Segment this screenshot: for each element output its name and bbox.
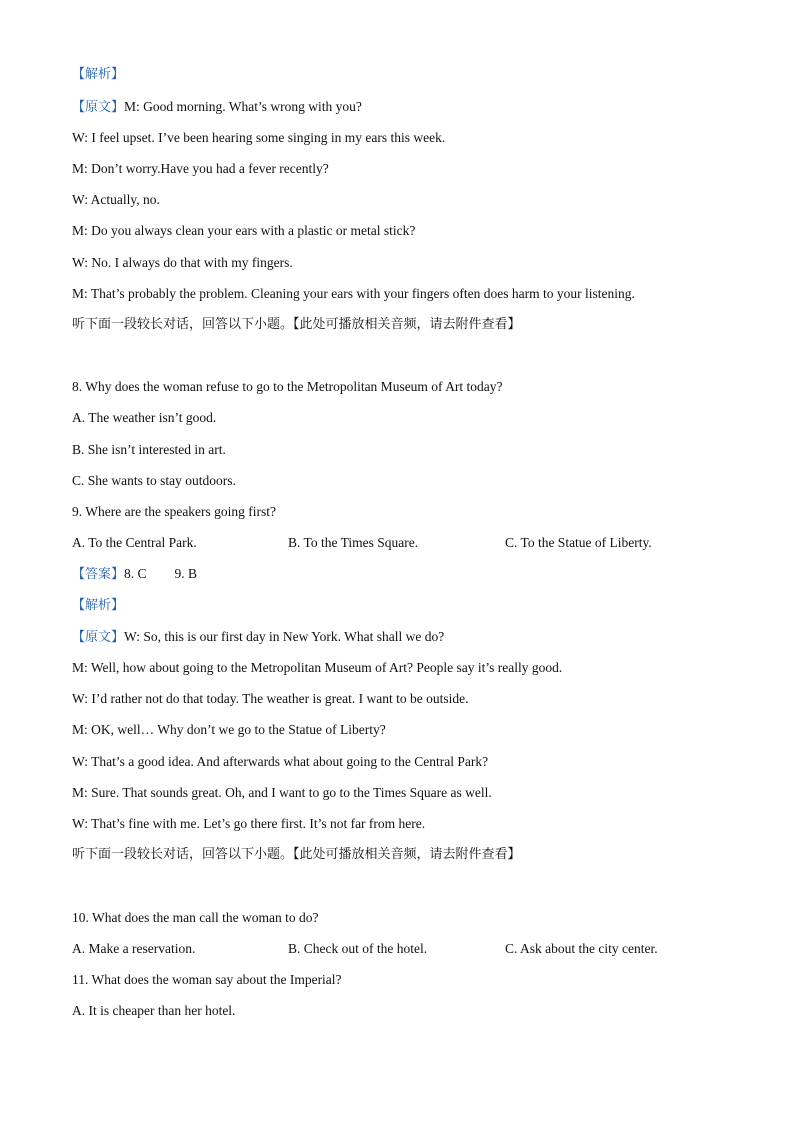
listening-instruction: 听下面一段较长对话，回答以下小题。【此处可播放相关音频，请去附件查看】 (72, 847, 521, 862)
option-11a: A. It is cheaper than her hotel. (72, 1003, 236, 1018)
transcript-label: 【原文】 (72, 100, 125, 115)
dialogue-line: W: I’d rather not do that today. The weather is great. I want to be outside. (72, 691, 469, 706)
answer-9: 9. B (174, 566, 198, 581)
transcript-label: 【原文】 (72, 630, 125, 645)
dialogue-line: M: Don’t worry.Have you had a fever recently? (72, 161, 329, 176)
option-9c: C. To the Statue of Liberty. (505, 535, 652, 550)
dialogue-text: W: So, this is our first day in New York. What shall we do? (124, 629, 445, 644)
question-9: 9. Where are the speakers going first? (72, 504, 277, 519)
option-9a: A. To the Central Park. (72, 535, 197, 550)
option-10a: A. Make a reservation. (72, 941, 196, 956)
dialogue-line: W: That’s fine with me. Let’s go there first. It’s not far from here. (72, 816, 426, 831)
question-10: 10. What does the man call the woman to do? (72, 910, 319, 925)
transcript-line (72, 98, 362, 117)
dialogue-line: W: That’s a good idea. And afterwards what about going to the Central Park? (72, 754, 489, 769)
option-10c: C. Ask about the city center. (505, 941, 658, 956)
option-10b: B. Check out of the hotel. (288, 941, 428, 956)
dialogue-line: M: OK, well… Why don’t we go to the Statue of Liberty? (72, 722, 386, 737)
analysis-label: 【解析】 (72, 67, 125, 82)
dialogue-line: M: That’s probably the problem. Cleaning your ears with your fingers often does harm to your listening. (72, 286, 635, 301)
answer-line (72, 565, 197, 584)
dialogue-line: W: No. I always do that with my fingers. (72, 255, 293, 270)
dialogue-line: W: I feel upset. I’ve been hearing some singing in my ears this week. (72, 130, 446, 145)
question-11: 11. What does the woman say about the Imperial? (72, 972, 342, 987)
dialogue-line: W: Actually, no. (72, 192, 160, 207)
answer-8: 8. C (124, 566, 147, 581)
question-8: 8. Why does the woman refuse to go to the Metropolitan Museum of Art today? (72, 379, 503, 394)
option-9b: B. To the Times Square. (288, 535, 419, 550)
transcript-line (72, 628, 444, 647)
answer-label: 【答案】 (72, 567, 125, 582)
listening-instruction: 听下面一段较长对话，回答以下小题。【此处可播放相关音频，请去附件查看】 (72, 317, 521, 332)
option-8a: A. The weather isn’t good. (72, 410, 217, 425)
dialogue-line: M: Do you always clean your ears with a plastic or metal stick? (72, 223, 416, 238)
option-8b: B. She isn’t interested in art. (72, 442, 226, 457)
dialogue-line: M: Sure. That sounds great. Oh, and I want to go to the Times Square as well. (72, 785, 492, 800)
dialogue-text: M: Good morning. What’s wrong with you? (124, 99, 362, 114)
analysis-label: 【解析】 (72, 598, 125, 613)
dialogue-line: M: Well, how about going to the Metropolitan Museum of Art? People say it’s really good. (72, 660, 563, 675)
option-8c: C. She wants to stay outdoors. (72, 473, 236, 488)
